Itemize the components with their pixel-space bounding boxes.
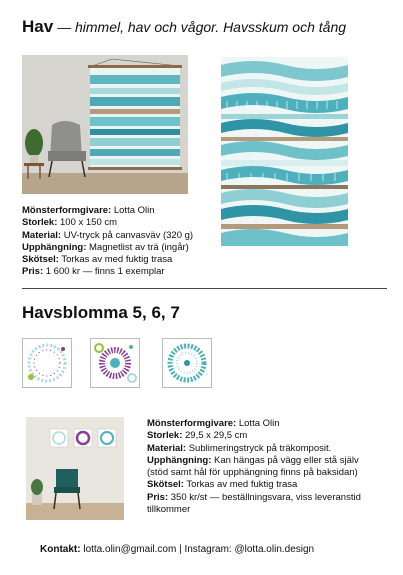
spec-label: Material: [147,442,187,454]
spec-row [22,205,193,217]
section-title-havsblomma: Havsblomma 5, 6, 7 [22,303,180,322]
specs-hav [22,205,193,279]
spec-value: Sublimeringstryck på träkomposit. [186,442,332,454]
tile-6-pattern [91,339,139,387]
spec-row [147,492,362,517]
spec-value: 350 kr/st — beställningsvara, viss leveranstid tillkommer [147,491,361,516]
spec-value: UV-tryck på canvasväv (320 g) [61,229,194,241]
spec-row [147,430,362,442]
tile-havsblomma-6 [90,338,140,388]
title-main: Hav [22,17,54,36]
spec-row [22,230,193,242]
spec-value: Magnetlist av trä (ingår) [86,241,189,253]
spec-row [147,455,362,480]
contact-line [40,544,314,555]
spec-label: Pris: [147,491,169,503]
spec-value: Lotta Olin [111,205,155,216]
spec-label: Mönsterformgivare: [22,205,112,216]
tile-havsblomma-7 [162,338,212,388]
spec-row [22,266,193,278]
spec-row [22,217,193,229]
spec-label: Pris: [22,266,44,278]
spec-value: Torkas av med fuktig trasa [183,479,298,491]
spec-label: Skötsel: [22,254,59,266]
title-subtitle: — himmel, hav och vågor. Havsskum och tång [53,19,347,35]
artwork-hav-pattern [221,57,348,246]
spec-value: 29,5 x 29,5 cm [182,430,248,442]
spec-row [147,479,362,491]
spec-row [22,242,193,254]
room-photo-illustration [22,55,188,194]
tile-5-pattern [23,339,71,387]
spec-label: Material: [22,229,62,241]
spec-label: Upphängning: [22,241,87,253]
spec-row [22,254,193,266]
spec-label: Upphängning: [147,454,212,466]
specs-havsblomma [147,418,362,516]
spec-label: Mönsterformgivare: [147,418,237,429]
room-photo-2-illustration [26,417,124,520]
room-photo-hav [22,55,188,194]
spec-row [147,443,362,455]
spec-value: Torkas av med fuktig trasa [58,254,173,266]
spec-value: 1 600 kr — finns 1 exemplar [43,266,165,278]
section-title-hav [22,17,346,37]
spec-label: Storlek: [22,217,58,229]
contact-label: Kontakt: [40,544,81,555]
spec-value: 100 x 150 cm [57,217,118,229]
spec-value: Lotta Olin [236,418,280,429]
tile-havsblomma-5 [22,338,72,388]
tile-7-pattern [163,339,211,387]
spec-row [147,418,362,430]
artwork-hav-detail [221,57,348,246]
room-photo-havsblomma [26,417,124,520]
spec-label: Storlek: [147,430,183,442]
spec-value: Kan hängas på vägg eller stå själv (stöd samt hål för upphängning finns på baksidan) [147,454,359,479]
spec-label: Skötsel: [147,479,184,491]
section-divider [22,288,387,289]
contact-value[interactable]: lotta.olin@gmail.com | Instagram: @lotta.olin.design [80,544,315,555]
